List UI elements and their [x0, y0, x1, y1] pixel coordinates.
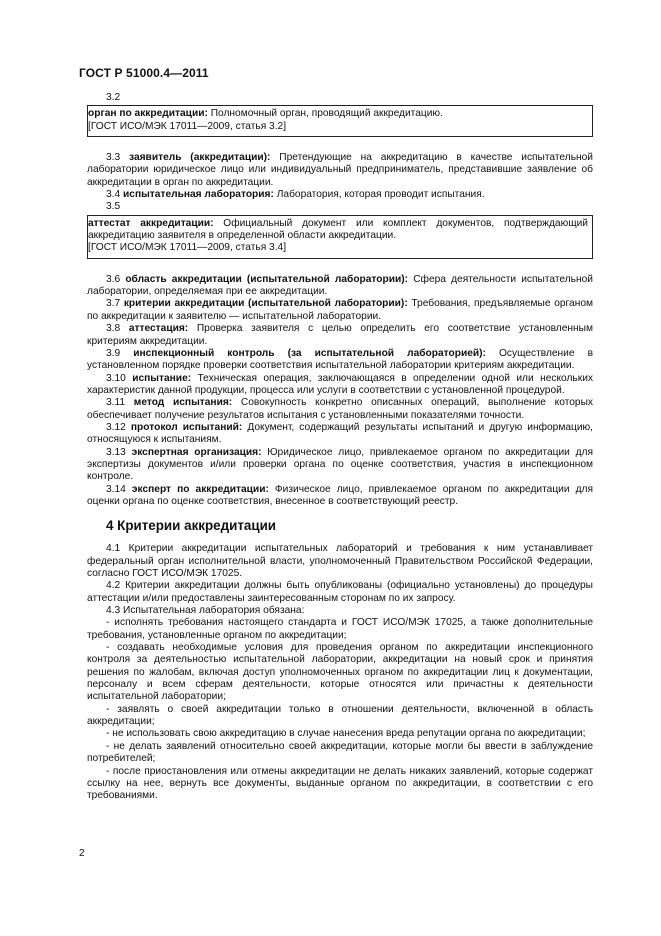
term-3-7: [87, 298, 593, 323]
term-definition: Техническая операция, заключающаяся в определении одной или нескольких характеристик данной продукции, процесса или услуги в соответствии с установленной процедурой.: [87, 372, 593, 396]
term-definition: Проверка заявителя с целью определить его соответствие установленным критериям аккредитации.: [87, 323, 593, 347]
term-definition: Осуществление в установленном порядке проверки соответствия испытательной лаборатории критериям аккредитации.: [87, 347, 593, 372]
term-3-3: [87, 152, 593, 189]
term-number: 3.8: [106, 323, 121, 335]
term-number: 3.10: [106, 372, 126, 384]
term-name: критерии аккредитации (испытательной лаборатории):: [123, 298, 408, 310]
term-definition: Документ, содержащий результаты испытаний и другую информацию, относящуюся к испытаниям.: [87, 421, 593, 446]
term-definition: Претендующие на аккредитацию в качестве испытательной лаборатории юридическое лицо или индивидуальный предприниматель, представившие заявление об аккредитации в орган по аккредитации.: [87, 152, 593, 188]
section-4-title: 4 Критерии аккредитации: [106, 518, 277, 534]
term-3-14: [87, 484, 593, 509]
quoted-definition-box: [87, 105, 593, 137]
term-name: экспертная организация:: [131, 446, 262, 458]
obligation-item: - не делать заявлений относительно своей аккредитации, которые могли бы ввести в заблуждение потребителей;: [87, 740, 593, 765]
term-number: 3.9: [106, 347, 121, 359]
term-definition: Лаборатория, которая проводит испытания.: [273, 189, 485, 201]
source-reference: [ГОСТ ИСО/МЭК 17011—2009, статья 3.4]: [88, 242, 287, 254]
term-number: 3.6: [106, 273, 121, 285]
obligation-item: - исполнять требования настоящего стандарта и ГОСТ ИСО/МЭК 17025, а также дополнительные требования, установленные органом по аккредитации;: [87, 617, 593, 641]
obligation-item: - не использовать свою аккредитацию в случае нанесения вреда репутации органа по аккредитации;: [106, 728, 586, 740]
document-header: ГОСТ Р 51000.4—2011: [79, 66, 209, 80]
term-3-4: [87, 189, 593, 201]
term-definition: Сфера деятельности испытательной лаборатории, определяемая при ее аккредитации.: [87, 273, 593, 298]
clause-4-2: 4.2 Критерии аккредитации должны быть опубликованы (официально установлены) до процедуры аттестации и/или предоставлены заинтересованным сторонам по их запросу.: [87, 580, 593, 604]
term-name: метод испытания:: [133, 397, 233, 409]
term-definition: Физическое лицо, привлекаемое органом по аккредитации для оценки органа по оценке соответствия, внесенное в соответствующий реестр.: [87, 483, 593, 507]
obligation-item: - создавать необходимые условия для проведения органом по аккредитации инспекционного контроля за деятельностью испытательной лаборатории, аккредитации на новый срок и принятия решения по жалобам, включая доступ уполномоченных органом по аккредитации лиц к документации, персоналу и всем сферам деятельности, которые относятся или причастны к деятельности испытательной лаборатории;: [87, 642, 593, 703]
term-3-11: [87, 397, 593, 422]
term-3-10: [87, 373, 593, 398]
term-number-3-5: 3.5: [106, 201, 121, 213]
quoted-definition-box: [87, 215, 593, 259]
obligation-item: - после приостановления или отмены аккредитации не делать никаких заявлений, которые содержат ссылку на нее, вернуть все документы, выданные органом по аккредитации, в соответствии с его требованиями.: [87, 765, 593, 802]
term-number: 3.7: [106, 298, 121, 310]
term-3-2: [88, 108, 588, 120]
page-number: 2: [79, 848, 85, 859]
term-definition: Официальный документ или комплект документов, подтверждающий аккредитацию заявителя в определенной области аккредитации.: [88, 217, 589, 242]
term-name: инспекционный контроль (за испытательной лабораторией):: [133, 347, 486, 359]
term-number: 3.12: [106, 421, 126, 433]
term-number: 3.4: [106, 189, 121, 201]
term-definition: Совокупность конкретно описанных операций, выполнение которых обеспечивает получение результатов испытания с установленными показателями точности.: [87, 397, 593, 421]
term-number: 3.11: [106, 397, 126, 409]
term-definition: Полномочный орган, проводящий аккредитацию.: [207, 108, 443, 120]
term-name: аттестат аккредитации:: [88, 217, 214, 229]
term-3-6: [87, 274, 593, 299]
term-3-13: [87, 447, 593, 484]
term-definition: Юридическое лицо, привлекаемое органом по аккредитации для экспертизы документов и/или проверки органа по оценке соответствия, участия в инспекционном контроле.: [87, 446, 593, 483]
term-name: протокол испытаний:: [130, 421, 243, 433]
term-name: заявитель (аккредитации):: [129, 152, 271, 164]
clause-4-1: 4.1 Критерии аккредитации испытательных лабораторий и требования к ним устанавливает федеральный орган исполнительной власти, уполномоченный Правительством Российской Федерации, согласно ГОСТ ИСО/МЭК 17025.: [87, 543, 593, 579]
term-name: область аккредитации (испытательной лаборатории):: [125, 273, 409, 285]
term-name: испытательная лаборатория:: [123, 189, 274, 201]
term-3-12: [87, 422, 593, 447]
term-number: 3.3: [106, 152, 121, 164]
term-3-5: [88, 218, 588, 243]
obligation-item: - заявлять о своей аккредитации только в отношении деятельности, включенной в область аккредитации;: [87, 703, 593, 728]
source-reference: [ГОСТ ИСО/МЭК 17011—2009, статья 3.2]: [88, 120, 287, 132]
term-3-9: [87, 348, 593, 373]
term-name: эксперт по аккредитации:: [131, 483, 269, 495]
term-number: 3.13: [106, 446, 126, 458]
term-definition: Требования, предъявляемые органом по аккредитации к заявителю — испытательной лаборатории.: [87, 298, 593, 322]
document-body: [87, 92, 593, 803]
term-3-8: [87, 323, 593, 348]
term-number-3-2: 3.2: [106, 92, 121, 103]
term-name: испытание:: [132, 372, 192, 384]
clause-4-3: 4.3 Испытательная лаборатория обязана:: [106, 605, 305, 617]
term-name: аттестация:: [128, 323, 189, 335]
term-name: орган по аккредитации:: [88, 108, 208, 120]
term-number: 3.14: [106, 483, 126, 495]
